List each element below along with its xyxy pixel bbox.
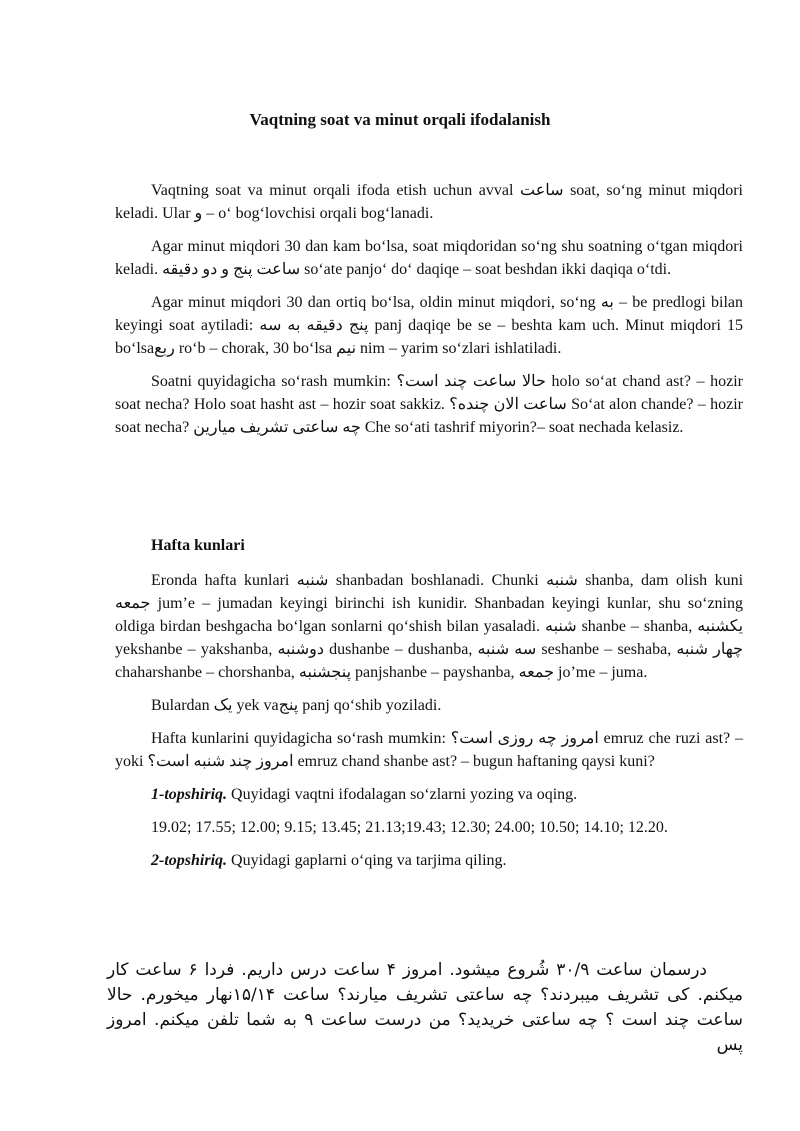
task-2-text: Quyidagi gaplarni o‘qing va tarjima qiling. [227,852,507,869]
task-1 [115,783,743,806]
paragraph: Soatni quyidagicha so‘rash mumkin: حالا ساعت چند است؟ holo so‘at chand ast? – hozir soat necha? Holo soat hasht ast – hozir soat sakkiz. ساعت الان چنده؟ So‘at alon chande? – hozir soat necha? چه ساعتی تشریف میارین Che so‘ati tashrif miyorin?– soat nechada kelasiz. [115,373,743,436]
paragraph: Agar minut miqdori 30 dan kam bo‘lsa, soat miqdoridan so‘ng shu soatning o‘tgan miqdori keladi. ساعت پنج و دو دقیقه so‘ate panjo‘ do‘ daqiqe – soat beshdan ikki daqiqa o‘tdi. [115,238,743,278]
intro-section [115,179,743,439]
persian-exercise-text [107,958,743,1058]
task-1-values: 19.02; 17.55; 12.00; 9.15; 13.45; 21.13;19.43; 12.30; 24.00; 10.50; 14.10; 12.20. [151,819,668,836]
page-title: Vaqtning soat va minut orqali ifodalanish [249,110,551,129]
paragraph: Eronda hafta kunlari شنبه shanbadan boshlanadi. Chunki شنبه shanba, dam olish kuni جمعه jum’e – jumadan keyingi birinchi ish kunidir. Shanbadan keyingi kunlar, shu so‘zning oldiga birdan beshgacha bo‘lgan sonlarni qo‘shish bilan yasaladi. شنبه shanbe – shanba, یکشنبه yekshanbe – yakshanba, دوشنبه dushanbe – dushanba, سه شنبه seshanbe – seshaba, چهار شنبه chaharshanbe – chorshanba, پنجشنبه panjshanbe – payshanba, جمعه jo’me – juma. [115,572,744,681]
paragraph: Vaqtning soat va minut orqali ifoda etish uchun avval ساعت soat, so‘ng minut miqdori keladi. Ular و – o‘ bog‘lovchisi orqali bog‘lanadi. [115,182,744,222]
paragraph: Hafta kunlarini quyidagicha so‘rash mumkin: امروز چه روزی است؟ emruz che ruzi ast? – yoki امروز چند شنبه است؟ emruz chand shanbe ast? – bugun haftaning qaysi kuni? [115,730,743,770]
persian-paragraph: درسمان ساعت ۳۰/۹ شُروع میشود. امروز ۴ ساعت درس داریم. فردا ۶ ساعت کار میکنم. کی تشریف میبردند؟ چه ساعتی تشریف میارند؟ ساعت ۱۵/۱۴نهار میخورم. حالا ساعت چند است ؟ چه ساعتی خریدید؟ من درست ساعت ۹ به شما تلفن میکنم. امروز پس [107,960,744,1055]
task-2-label: 2-topshiriq. [151,852,228,869]
paragraph: Agar minut miqdori 30 dan ortiq bo‘lsa, oldin minut miqdori, so‘ng به – be predlogi bilan keyingi soat aytiladi: پنج دقیقه به سه panj daqiqe be se – beshta kam uch. Minut miqdori 15 bo‘lsaربع ro‘b – chorak, 30 bo‘lsa نیم nim – yarim so‘zlari ishlatiladi. [115,294,743,357]
task-1-label: 1-topshiriq. [151,786,228,803]
section-heading: Hafta kunlari [151,537,245,554]
task-2 [115,849,743,872]
paragraph: Bulardan یک yek vaپنج panj qo‘shib yoziladi. [151,697,442,714]
task-1-text: Quyidagi vaqtni ifodalagan so‘zlarni yozing va oqing. [227,786,578,803]
weekdays-section [115,569,743,872]
